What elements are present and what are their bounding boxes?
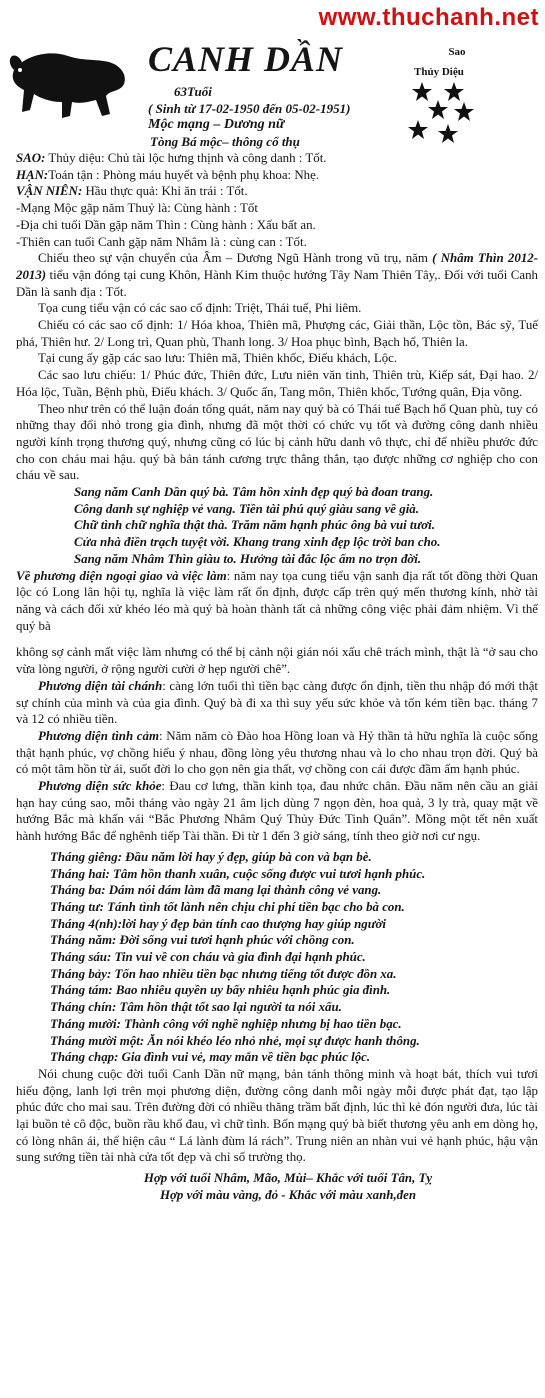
- month-line: Tháng mười một: Ăn nói khéo léo nhỏ nhẻ, mọi sự được hanh thông.: [50, 1033, 420, 1048]
- month-line: Tháng bảy: Tốn hao nhiều tiền bạc nhưng tiếng tốt được đồn xa.: [50, 966, 397, 981]
- month-line: Tháng hai: Tâm hồn thanh xuân, cuộc sống được vui tươi hạnh phúc.: [50, 866, 426, 881]
- verse-line: Cửa nhà điền trạch tuyệt vời. Khang trang xinh đẹp lộc trời ban cho.: [74, 535, 441, 550]
- paragraph-ngoai-giao: Về phương diện ngoại giao và việc làm: năm nay tọa cung tiểu vận sanh địa rất tốt đồng thời Quan lộc có Long lân hội tụ, nghĩa là việc làm rất ổn định, được cấp trên quý mến thương kính, nhờ tài năng và cách đối xử khéo léo mà quý bà hoàn thành tất cả những công việc phải đảm nhiệm. Vì thế quý bà: [16, 568, 538, 633]
- sao-label: Sao: [448, 46, 466, 58]
- month-line: Tháng tư: Tánh tình tốt lành nên chịu chi phí tiền bạc cho bà con.: [50, 899, 405, 914]
- paragraph-tai-chanh: Phương diện tài chánh: càng lớn tuổi thì tiền bạc càng được ổn định, tiền thu nhập đó mới thật sự chính của mình và của gia đình. Quý bà đi xa thì suy yếu sức khỏe và tốn kém tiền bạc. tháng 7 và 12 có nhiều tiền.: [16, 678, 538, 727]
- verse-line: Chữ tình chữ nghĩa thật thà. Trăm năm hạnh phúc ông bà vui tươi.: [74, 518, 435, 533]
- month-line: Tháng ba: Dám nói dám làm đã mang lại thành công vẻ vang.: [50, 883, 382, 898]
- paragraph-chieu-theo: Chiếu theo sự vận chuyển của Âm – Dương Ngũ Hành trong vũ trụ, năm ( Nhâm Thìn 2012-2013) tiểu vận đóng tại cung Khôn, Hành Kim thuộc hướng Tây Nam Thiên Tây,. Đối với tuổi Canh Dần là sanh địa : Tốt.: [16, 251, 539, 299]
- thien-can-rule: -Thiên can tuổi Canh gặp năm Nhâm là : cùng can : Tốt.: [16, 234, 307, 249]
- verse-line: Sang năm Nhâm Thìn giàu to. Hưởng tài đắc lộc ấm no trọn đời.: [74, 551, 422, 566]
- month-line: Tháng giêng: Đầu năm lời hay ý đẹp, giúp bà con và bạn bè.: [50, 849, 372, 864]
- paragraph-tinh-cam: Phương diện tình cảm: Năm năm cò Đào hoa Hồng loan và Hỷ thần tả hữu nghĩa là cuộc sống thật hạnh phúc, vợ chồng hiểu ý nhau, đồng lòng yêu thương nhau và lo cho nhau trọn đời. Quý bà có một tâm hồn từ ái, suốt đời lo cho gọn nên gia thất, vợ chồng con cái được đầm ấm hạnh phúc.: [16, 728, 538, 777]
- paragraph-toa-cung: Tọa cung tiểu vận có các sao cố định: Triệt, Thái tuế, Phi liêm.: [38, 301, 362, 316]
- month-line: Tháng chạp: Gia đình vui vẻ, may mắn về tiền bạc phúc lộc.: [50, 1050, 371, 1065]
- birth-range: ( Sinh từ 17-02-1950 đến 05-02-1951): [148, 101, 351, 116]
- sao-name: Thủy Diệu: [414, 66, 464, 78]
- month-line: Tháng sáu: Tin vui về con cháu và gia đình đại hạnh phúc.: [50, 950, 366, 965]
- van-nien-line: VẬN NIÊN: Hầu thực quả: Khỉ ăn trái : Tốt.: [16, 184, 248, 199]
- sao-line: SAO: Thủy diệu: Chủ tài lộc hưng thịnh và công danh : Tốt.: [16, 151, 327, 165]
- paragraph-tai-cung: Tại cung ấy gặp các sao lưu: Thiên mã, Thiên khốc, Điếu khách, Lộc.: [38, 351, 398, 366]
- month-line: Tháng năm: Đời sống vui tươi hạnh phúc với chồng con.: [50, 933, 355, 948]
- dia-chi-rule: -Địa chi tuổi Dần gặp năm Thìn : Cùng hành : Xấu bất an.: [16, 217, 316, 232]
- verse-line: Sang năm Canh Dần quý bà. Tâm hồn xinh đẹp quý bà đoan trang.: [74, 485, 434, 500]
- menh-label: Mộc mạng – Dương nữ: [148, 117, 285, 132]
- menh-rule: -Mạng Mộc gặp năm Thuỷ là: Cùng hành : Tốt: [16, 201, 258, 216]
- month-line: Tháng tám: Bao nhiêu quyền uy bấy nhiêu hạnh phúc gia đình.: [50, 983, 391, 998]
- paragraph-sao-luu: Các sao lưu chiếu: 1/ Phúc đức, Thiên đức, Lưu niên văn tinh, Thiên trù, Kiếp sát, Đại hao. 2/ Hóa lộc, Tuần, Bệnh phù, Điếu khách. 3/ Quốc ấn, Tang môn, Thiên khốc, Tướng quân, Địa võng.: [16, 368, 538, 399]
- paragraph-suc-khoe: Phương diện sức khỏe: Đau cơ lưng, thần kinh tọa, đau nhức chân. Đầu năm nên cầu an giải hạn hay cúng sao, mỗi tháng vào ngày 21 âm lịch dùng 7 ngọn đèn, hoa quả, 3 ly trà, quay mặt về hướng Bắc mà khấn vái “Bắc Phương Nhâm Quý Thủy Đức Tinh Quân”. Mồng một tết nên xuất hành hướng Bắc để nghênh tiếp Tài thần. Đi từ 1 đến 3 giờ sáng, tính theo giờ nơi cư ngụ.: [16, 779, 538, 844]
- paragraph-ngoai-giao-cont: không sợ cảnh mất việc làm nhưng có thể bị cảnh nội gián nói xấu chê trách mình, thật là “ở sau cho vừa lòng người, ở rộng người cười ở hẹp người chê”.: [16, 645, 538, 677]
- verse-line: Công danh sự nghiệp vẻ vang. Tiền tài phú quý giàu sang về già.: [74, 501, 419, 516]
- spacer: [38, 634, 538, 644]
- tong-label: Tòng Bá mộc– thông cổ thụ: [150, 134, 300, 149]
- black-panther-icon: [6, 40, 131, 122]
- month-line: Tháng mười: Thành công với nghề nghiệp nhưng bị hao tiền bạc.: [50, 1016, 402, 1031]
- article-body: [16, 150, 539, 1204]
- month-line: Tháng 4(nh):lời hay ý đẹp bản tính cao thượng hay giúp người: [50, 916, 386, 931]
- month-line: Tháng chín: Tâm hồn thật tốt sao lại người ta nói xấu.: [50, 1000, 342, 1015]
- page-title: CANH DẦN: [148, 39, 344, 79]
- han-line: HẠN:Toán tận : Phòng máu huyết và bệnh phụ khoa: Nhẹ.: [16, 167, 320, 182]
- age-label: 63Tuổi: [174, 84, 212, 99]
- paragraph-theo-nhu-tren: Theo như trên có thể luận đoán tổng quát, năm nay quý bà có Thái tuế Bạch hổ Quan phù, tuy có những thay đổi nhỏ trong gia đình, nhưng đã một thời có chức vụ tốt và đường công danh nhiều người kính trọng thương quý, nhưng cũng có lúc bị cảnh hữu danh vô thực, chỉ để nhiều phước đức cho con cháu mai hậu. quý bà bản tánh cương trực thẳng thắn, tạo được những cơ nghiệp cho con cháu về sau.: [16, 401, 538, 483]
- paragraph-chieu-co: Chiếu có các sao cố định: 1/ Hóa khoa, Thiên mã, Phượng các, Giải thần, Lộc tồn, Bác sỹ, Tuế phá, Thiên hư. 2/ Long trì, Quan phù, Thanh long. 3/ Hoa phục bình, Bạch hổ, Thiên la.: [16, 318, 538, 349]
- paragraph-conclusion: Nói chung cuộc đời tuổi Canh Dần nữ mạng, bản tánh thông minh và hoạt bát, thích vui tươi hiếu động, lanh lợi trên mọi phương diện, đường công danh mỗi ngày mỗi được phát đạt, tạo lập phúc đức cho mai sau. Trên đường đời có nhiều thăng trầm bất định, lúc thì kẻ đón người đưa, lúc tài lại buồn tẻ cô độc, buồn rầu khổ đau, vì chữ tình. Bốn mạng quý bà biết thương yêu anh em dòng họ, có lòng nhân ái, thể hiện câu “ Lá lành đùm lá rách”. Trung niên an nhàn vui vẻ hạnh phúc, hậu vận sung sướng tiền tài nhà cửa tốt đẹp và chỉ số trường thọ.: [16, 1066, 538, 1165]
- stars-icon: [408, 80, 478, 150]
- site-watermark[interactable]: www.thuchanh.net: [318, 4, 539, 31]
- compat-age-line: Hợp với tuổi Nhâm, Mão, Mùi– Khắc với tuổi Tân, Tỵ: [143, 1171, 433, 1186]
- compat-color-line: Hợp với màu vàng, đỏ - Khắc với màu xanh,đen: [159, 1187, 417, 1202]
